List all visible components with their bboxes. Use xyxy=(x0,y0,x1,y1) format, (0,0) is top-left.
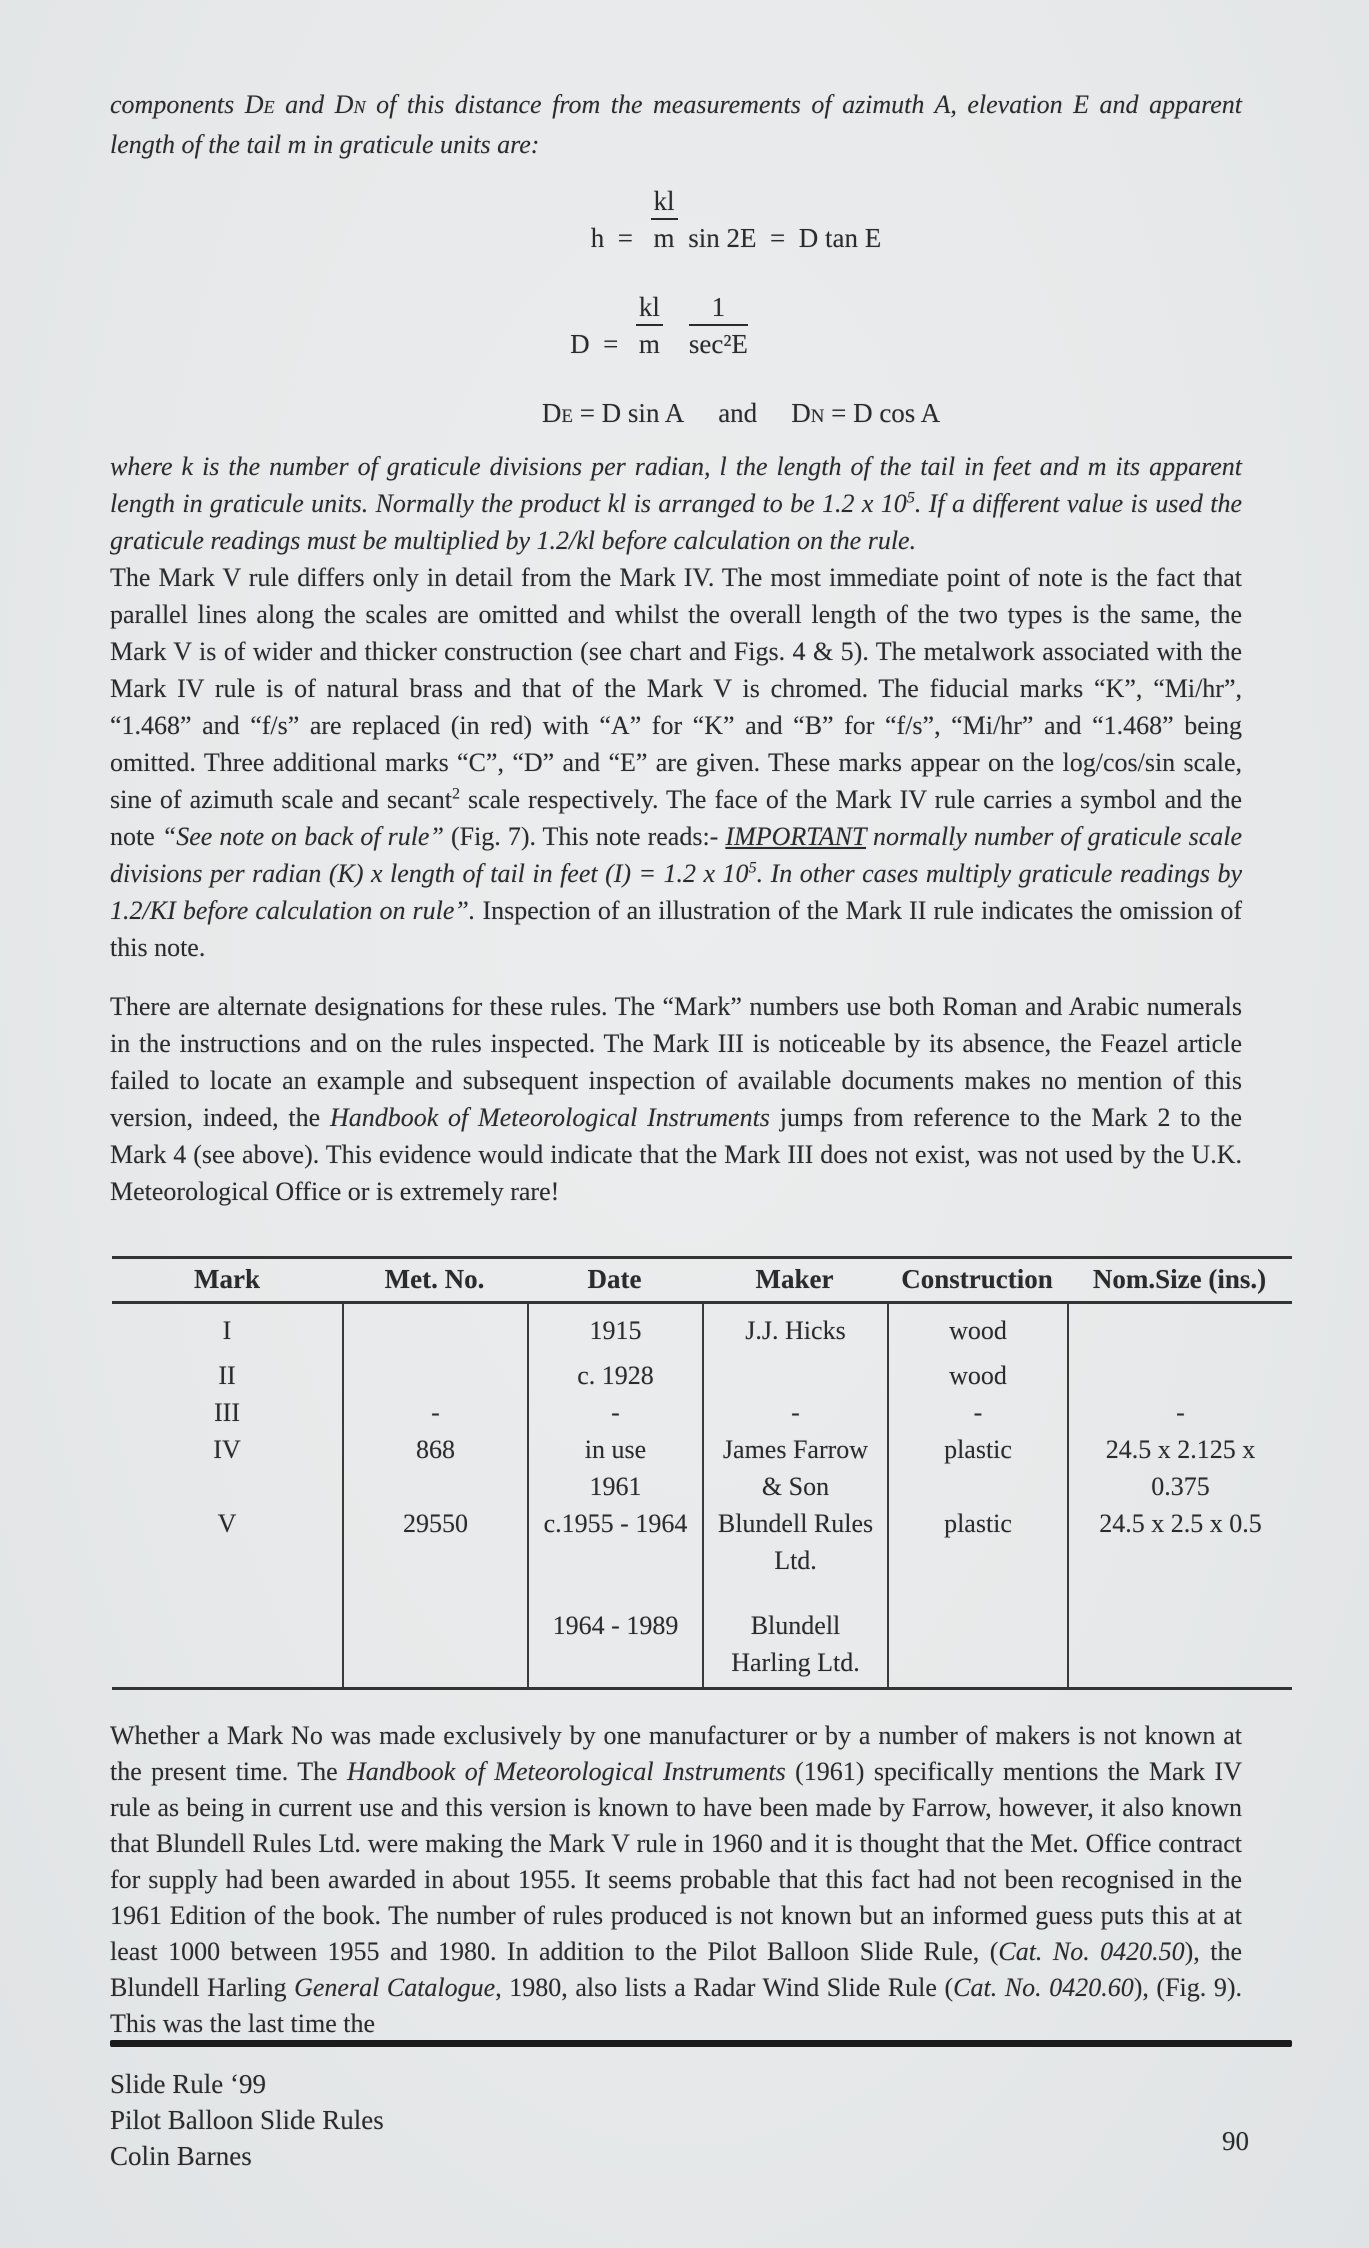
table-cell: V xyxy=(217,1509,237,1538)
table-row xyxy=(112,1394,1292,1431)
intro-text: components D xyxy=(110,90,264,119)
table-cell: Blundell Harling Ltd. xyxy=(702,1579,887,1687)
table-cell: - xyxy=(702,1394,887,1431)
table-cell: wood xyxy=(887,1357,1067,1394)
footer-block xyxy=(110,2066,384,2174)
where-k-paragraph xyxy=(110,448,1242,559)
table-cell xyxy=(1067,1304,1292,1357)
table-cell: I xyxy=(222,1316,232,1345)
mark-v-text: Inspection of an illustration of the Mark II rule indicates the omission of this note. xyxy=(110,896,1243,962)
whether-text: , 1980, also lists a Radar Wind Slide Rule ( xyxy=(495,1973,954,2002)
alternate-text: There are alternate designations for these rules. The “Mark” numbers use both Roman and Arabic numerals in the instructions and on the rules inspected. The Mark III is noticeable by its absence, the Feazel article failed to locate an example and subsequent inspection of available documents makes no mention of this version, indeed, the xyxy=(110,992,1242,1132)
superscript-5: 5 xyxy=(748,859,757,877)
note-quote: “See note on back of rule” xyxy=(161,822,444,851)
table-cell: plastic xyxy=(887,1431,1067,1505)
footer-publication: Slide Rule ‘99 xyxy=(110,2069,266,2099)
mark-v-paragraph xyxy=(110,559,1242,966)
table-cell: - xyxy=(342,1394,527,1431)
where-text: where k is the number of graticule divisions per radian, l the length of the tail in feet and m its apparent length in graticule units. Normally the product kl is arranged to be 1.2 x 10 xyxy=(110,452,1242,518)
formula-rhs: sin 2E = D tan E xyxy=(681,223,882,253)
table-cell xyxy=(342,1357,527,1394)
table-body xyxy=(112,1304,1292,1690)
catalogue-number: Cat. No. 0420.50 xyxy=(998,1937,1185,1966)
formula-components xyxy=(175,398,1307,429)
note-body: normally number of graticule scale divisions per radian (K) x length of tail in feet (I) = 1.2 x 10 xyxy=(110,822,1242,888)
fraction-kl-over-m xyxy=(636,292,663,359)
alternate-designations-paragraph xyxy=(110,988,1242,1210)
alternate-designations-section xyxy=(110,988,1242,1210)
superscript-5: 5 xyxy=(906,489,915,507)
where-text: . If a different value is used the graticule readings must be multiplied by 1.2/kl before calculation on the rule. xyxy=(110,489,1242,555)
and-connector: and xyxy=(718,398,758,428)
table-cell: 868 xyxy=(342,1431,527,1505)
table-cell: - xyxy=(887,1394,1067,1431)
column-header-maker: Maker xyxy=(755,1264,834,1294)
footer-author: Colin Barnes xyxy=(110,2141,252,2171)
page-number: 90 xyxy=(1222,2126,1249,2156)
table-cell xyxy=(887,1579,1067,1687)
table-cell: III xyxy=(214,1398,240,1427)
alternate-text: jumps from reference to the Mark 2 to the Mark 4 (see above). This evidence would indicate that the Mark III does not exist, was not used by the U.K. Meteorological Office or is extremely rare! xyxy=(110,1103,1243,1206)
column-header-nom-size: Nom.Size (ins.) xyxy=(1092,1264,1267,1294)
d-symbol: D xyxy=(541,398,562,428)
table-cell xyxy=(112,1579,342,1687)
table-cell xyxy=(702,1357,887,1394)
table-cell: Blundell Rules Ltd. xyxy=(702,1505,887,1579)
footer-rule xyxy=(110,2040,1292,2047)
table-row xyxy=(112,1357,1292,1394)
catalogue-title: General Catalogue xyxy=(294,1973,496,2002)
superscript-2: 2 xyxy=(451,785,461,803)
table-row xyxy=(112,1431,1292,1505)
definitions-section xyxy=(110,448,1242,966)
formula-text: = D cos A xyxy=(824,398,941,428)
fraction-denominator: m xyxy=(638,329,660,359)
mark-v-text: scale respectively. The face of the Mark IV rule carries a symbol and the note xyxy=(110,785,1242,851)
table-cell: 1964 - 1989 xyxy=(527,1579,702,1687)
table-cell: J.J. Hicks xyxy=(702,1304,887,1357)
rules-table xyxy=(112,1256,1292,1690)
note-body: . In other cases multiply graticule readings by 1.2/KI before calculation on rule”. xyxy=(110,859,1242,925)
formula-lhs: D = xyxy=(570,329,632,359)
fraction-one-over-sec2e xyxy=(689,292,748,359)
intro-text: and D xyxy=(274,90,354,119)
whether-section xyxy=(110,1718,1242,2042)
intro-paragraph xyxy=(110,86,1242,163)
table-cell: plastic xyxy=(887,1505,1067,1579)
fraction-denominator: sec²E xyxy=(688,329,748,359)
table-cell xyxy=(1067,1579,1292,1687)
fraction-kl-over-m xyxy=(651,186,678,253)
intro-text: of this distance from the measurements of azimuth A, elevation E and apparent length of the tail m in graticule units are: xyxy=(110,90,1242,159)
table-cell: II xyxy=(218,1361,236,1390)
table-cell xyxy=(342,1579,527,1687)
subscript-e: E xyxy=(561,406,573,427)
table-cell: wood xyxy=(887,1304,1067,1357)
fraction-numerator: kl xyxy=(636,292,663,326)
formula-text: = D sin A xyxy=(572,398,685,428)
table-cell: 1915 xyxy=(527,1304,702,1357)
table-row xyxy=(112,1505,1292,1579)
whether-text: ), the Blundell Harling xyxy=(110,1937,1242,2002)
whether-text: (1961) specifically mentions the Mark IV rule as being in current use and this version is known to have been made by Farrow, however, it also known that Blundell Rules Ltd. were making the Mark V rule in 1960 and it is thought that the Met. Office contract for supply had been awarded in about 1955. It seems probable that this fact had not been recognised in the 1961 Edition of the book. The number of rules produced is not known but an informed guess puts this at at least 1000 between 1955 and 1980. In addition to the Pilot Balloon Slide Rule, ( xyxy=(110,1757,1242,1966)
formula-height xyxy=(170,186,1302,254)
table-cell: 29550 xyxy=(342,1505,527,1579)
whether-text: Whether a Mark No was made exclusively by one manufacturer or by a number of makers is not known at the present time. The xyxy=(110,1721,1242,1786)
whether-text: ), (Fig. 9). This was the last time the xyxy=(110,1973,1242,2038)
table-row xyxy=(112,1304,1292,1357)
handbook-title: Handbook of Meteorological Instruments xyxy=(329,1103,770,1132)
table-header-row xyxy=(112,1259,1292,1304)
formula-lhs: h = xyxy=(590,223,647,253)
whether-paragraph xyxy=(110,1718,1242,2042)
table-cell: in use 1961 xyxy=(527,1431,702,1505)
footer-article-title: Pilot Balloon Slide Rules xyxy=(110,2105,384,2135)
subscript-e: E xyxy=(263,97,275,117)
subscript-n: N xyxy=(810,406,825,427)
fraction-denominator: m xyxy=(653,223,675,253)
column-header-construction: Construction xyxy=(901,1264,1053,1294)
table-cell: c. 1928 xyxy=(527,1357,702,1394)
table-cell: 24.5 x 2.5 x 0.5 xyxy=(1067,1505,1292,1579)
subscript-n: N xyxy=(353,97,366,117)
intro-section xyxy=(110,86,1242,163)
fraction-numerator: kl xyxy=(651,186,678,220)
table-row xyxy=(112,1579,1292,1687)
table-cell: c.1955 - 1964 xyxy=(527,1505,702,1579)
column-header-mark: Mark xyxy=(194,1264,260,1294)
table-cell: - xyxy=(527,1394,702,1431)
important-word: IMPORTANT xyxy=(725,822,866,851)
column-header-met-no: Met. No. xyxy=(384,1264,485,1294)
table-cell: 24.5 x 2.125 x 0.375 xyxy=(1067,1431,1292,1505)
table-cell: - xyxy=(1067,1394,1292,1431)
table-cell xyxy=(342,1304,527,1357)
fraction-numerator: 1 xyxy=(689,292,748,326)
mark-v-text: (Fig. 7). This note reads:- xyxy=(443,822,726,851)
formula-distance xyxy=(95,292,1227,360)
mark-v-text: The Mark V rule differs only in detail from the Mark IV. The most immediate point of note is the fact that parallel lines along the scales are omitted and whilst the overall length of the two types is the same, the Mark V is of wider and thicker construction (see chart and Figs. 4 & 5). The metalwork associated with the Mark IV rule is of natural brass and that of the Mark V is chromed. The fiducial marks “K”, “Mi/hr”, “1.468” and “f/s” are replaced (in red) with “A” for “K” and “B” for “f/s”, “Mi/hr” and “1.468” being omitted. Three additional marks “C”, “D” and “E” are given. These marks appear on the log/cos/sin scale, sine of azimuth scale and secant xyxy=(110,563,1242,814)
catalogue-number: Cat. No. 0420.60 xyxy=(953,1973,1134,2002)
d-symbol: D xyxy=(791,398,811,428)
table-cell xyxy=(1067,1357,1292,1394)
column-header-date: Date xyxy=(587,1264,642,1294)
table-cell: IV xyxy=(213,1435,241,1464)
table-cell: James Farrow & Son xyxy=(702,1431,887,1505)
handbook-title: Handbook of Meteorological Instruments xyxy=(347,1757,786,1786)
